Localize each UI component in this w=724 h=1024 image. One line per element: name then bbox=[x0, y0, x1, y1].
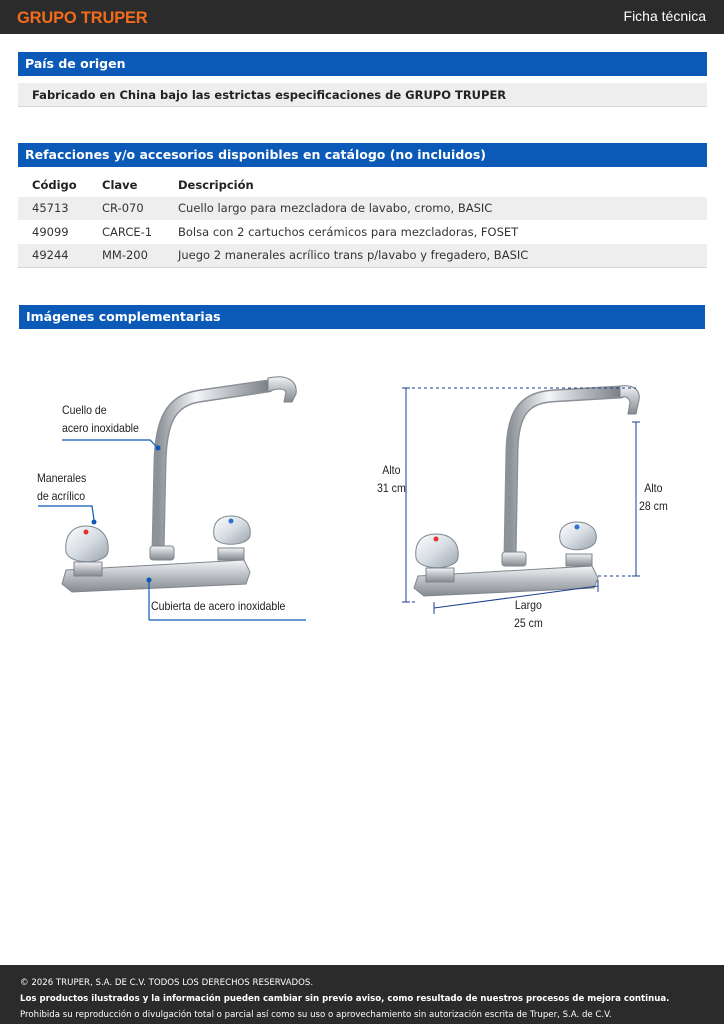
handles-callout-line-1: Manerales bbox=[37, 471, 87, 485]
footer bbox=[0, 965, 724, 1024]
length-title: Largo bbox=[514, 598, 542, 612]
total-height-value: 31 cm bbox=[377, 481, 406, 495]
total-height-label bbox=[377, 461, 406, 497]
origin-section-title: País de origen bbox=[18, 52, 707, 76]
callout-dot-icon bbox=[147, 578, 152, 583]
faucet-photo-right bbox=[414, 386, 639, 596]
table-row bbox=[18, 197, 707, 221]
document-type: Ficha técnica bbox=[623, 8, 706, 24]
parts-table bbox=[18, 173, 707, 268]
product-images bbox=[0, 330, 724, 670]
neck-callout-line-2: acero inoxidable bbox=[62, 421, 139, 435]
column-header-description: Descripción bbox=[178, 177, 254, 192]
footer-legal: Prohibida su reproducción o divulgación total o parcial así como su uso o aprovechamiento sin autorización escrita de Truper, S.A. de C.V. bbox=[20, 1010, 612, 1020]
row-description: Bolsa con 2 cartuchos cerámicos para mezcladoras, FOSET bbox=[178, 224, 519, 239]
length-label bbox=[514, 596, 543, 632]
total-height-title: Alto bbox=[382, 463, 401, 477]
row-code: 45713 bbox=[32, 201, 69, 216]
table-row bbox=[18, 244, 707, 268]
footer-copyright: © 2026 TRUPER, S.A. DE C.V. TODOS LOS DERECHOS RESERVADOS. bbox=[20, 978, 314, 988]
row-key: CARCE-1 bbox=[102, 224, 153, 239]
column-header-key: Clave bbox=[102, 177, 138, 192]
handles-callout-line-2: de acrílico bbox=[37, 489, 86, 503]
spout-height-label bbox=[639, 479, 668, 515]
cold-indicator-icon bbox=[575, 525, 580, 530]
brand-logo: GRUPO TRUPER bbox=[17, 9, 148, 27]
parts-section-title: Refacciones y/o accesorios disponibles en catálogo (no incluidos) bbox=[18, 143, 707, 167]
length-value: 25 cm bbox=[514, 616, 543, 630]
hot-indicator-icon bbox=[84, 530, 89, 535]
neck-callout-label bbox=[62, 401, 139, 437]
spout-height-value: 28 cm bbox=[639, 499, 668, 513]
table-row bbox=[18, 220, 707, 244]
handles-callout-label bbox=[37, 469, 86, 505]
callout-dot-icon bbox=[156, 446, 161, 451]
row-key: MM-200 bbox=[102, 248, 148, 262]
row-code: 49099 bbox=[32, 224, 69, 239]
hot-indicator-icon bbox=[434, 537, 439, 542]
row-code: 49244 bbox=[32, 248, 69, 262]
footer-notice: Los productos ilustrados y la información pueden cambiar sin previo aviso, como resultado de nuestros procesos de mejora continua. bbox=[20, 994, 670, 1004]
spout-height-title: Alto bbox=[644, 481, 663, 495]
row-description: Cuello largo para mezcladora de lavabo, cromo, BASIC bbox=[178, 201, 493, 216]
callout-dot-icon bbox=[92, 520, 97, 525]
cover-callout-label: Cubierta de acero inoxidable bbox=[151, 599, 286, 613]
cold-indicator-icon bbox=[229, 519, 234, 524]
row-key: CR-070 bbox=[102, 201, 144, 216]
column-header-code: Código bbox=[32, 177, 77, 192]
row-description: Juego 2 manerales acrílico trans p/lavabo y fregadero, BASIC bbox=[178, 248, 529, 262]
neck-callout-line-1: Cuello de bbox=[62, 403, 107, 417]
images-section-title: Imágenes complementarias bbox=[19, 305, 705, 329]
origin-text: Fabricado en China bajo las estrictas especificaciones de GRUPO TRUPER bbox=[18, 83, 707, 107]
table-header-row bbox=[18, 173, 707, 197]
top-bar bbox=[0, 0, 724, 34]
